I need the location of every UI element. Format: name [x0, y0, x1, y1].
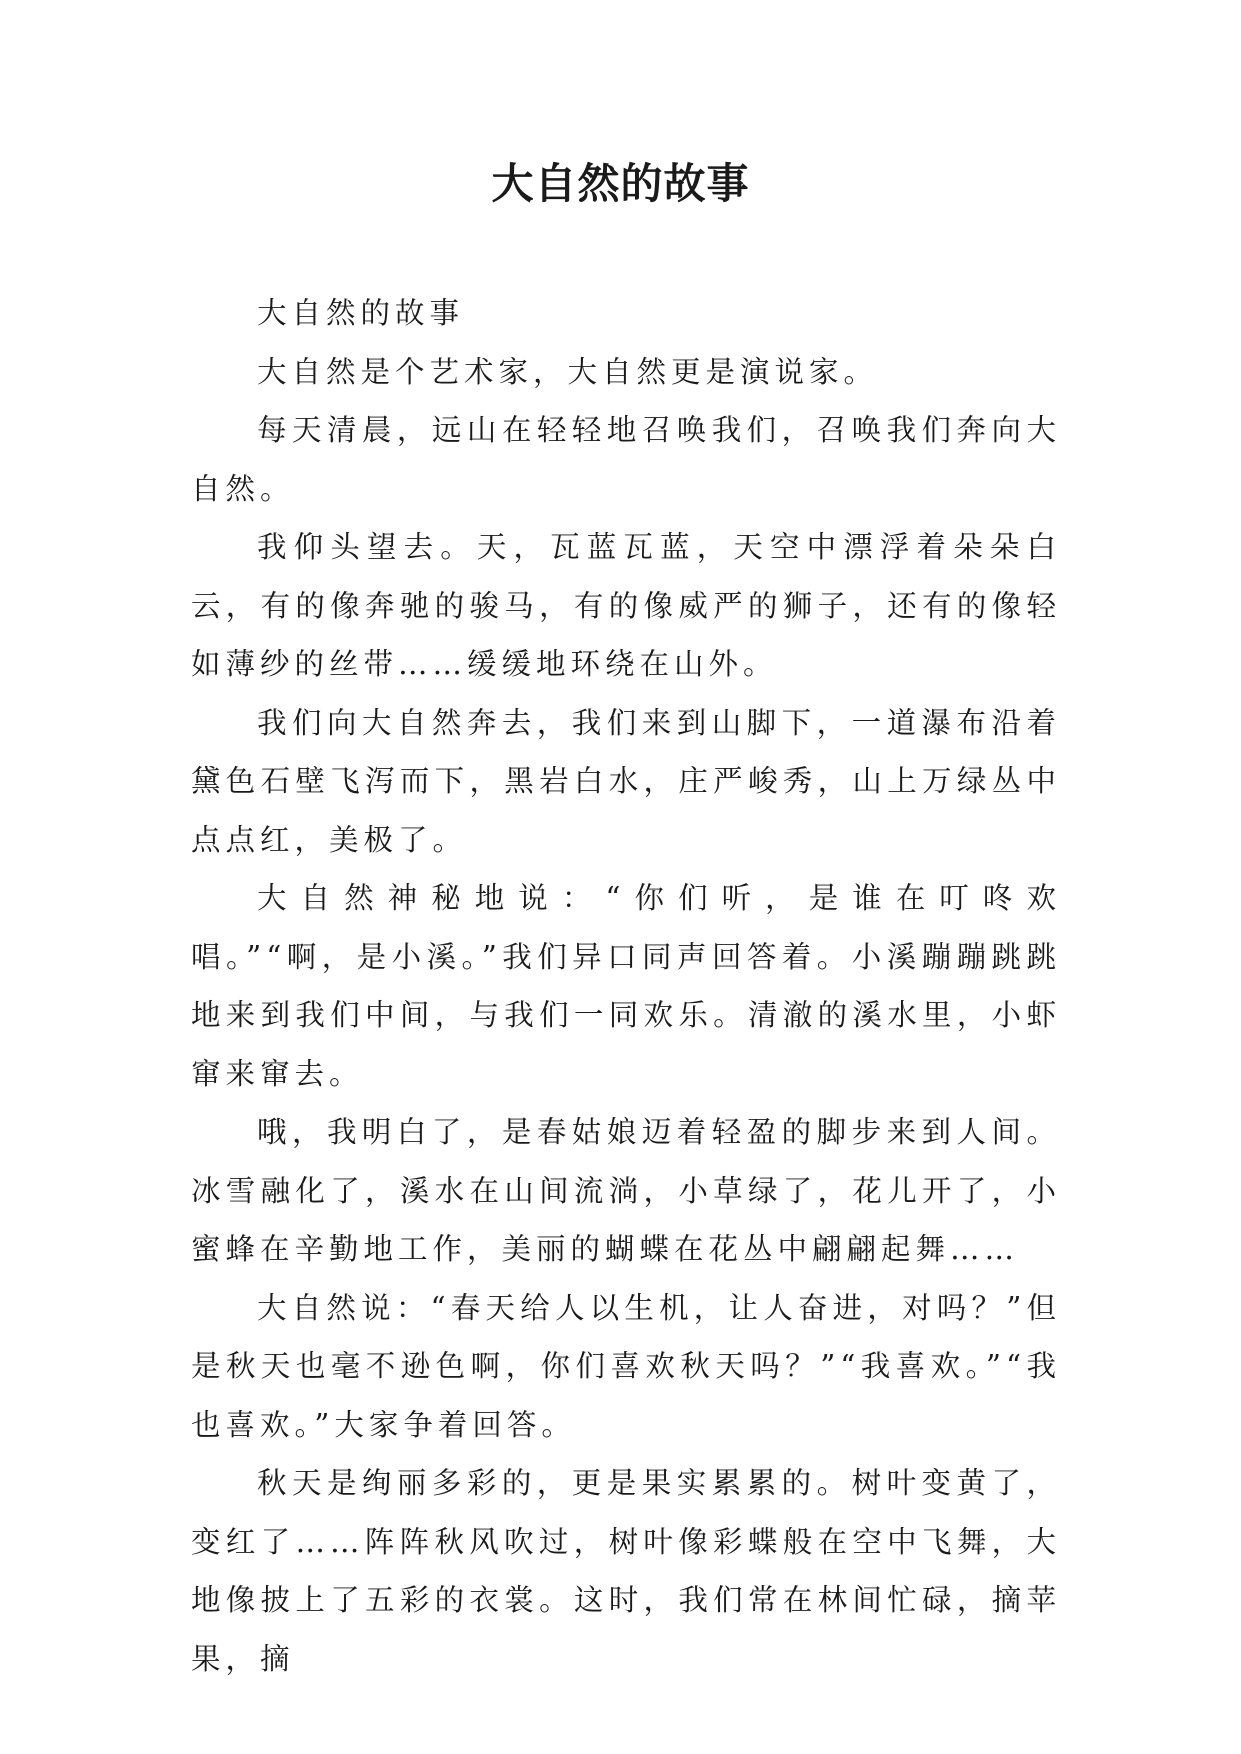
paragraph: 哦，我明白了，是春姑娘迈着轻盈的脚步来到人间。冰雪融化了，溪水在山间流淌，小草绿了，花儿开了，小蜜蜂在辛勤地工作，美丽的蝴蝶在花丛中翩翩起舞……	[191, 1115, 1061, 1266]
paragraph: 大自然神秘地说：“你们听，是谁在叮咚欢唱。”“啊，是小溪。”我们异口同声回答着。小溪蹦蹦跳跳地来到我们中间，与我们一同欢乐。清澈的溪水里，小虾窜来窜去。	[191, 881, 1061, 1091]
document-title: 大自然的故事	[491, 159, 750, 208]
paragraph: 每天清晨，远山在轻轻地召唤我们，召唤我们奔向大自然。	[191, 413, 1061, 506]
paragraph: 大自然是个艺术家，大自然更是演说家。	[257, 354, 879, 389]
paragraph: 秋天是绚丽多彩的，更是果实累累的。树叶变黄了，变红了……阵阵秋风吹过，树叶像彩蝶般在空中飞舞，大地像披上了五彩的衣裳。这时，我们常在林间忙碌，摘苹果，摘	[191, 1466, 1061, 1676]
paragraph: 我们向大自然奔去，我们来到山脚下，一道瀑布沿着黛色石壁飞泻而下，黑岩白水，庄严峻秀，山上万绿丛中点点红，美极了。	[191, 705, 1061, 857]
paragraph: 我仰头望去。天，瓦蓝瓦蓝，天空中漂浮着朵朵白云，有的像奔驰的骏马，有的像威严的狮子，还有的像轻如薄纱的丝带……缓缓地环绕在山外。	[191, 530, 1061, 681]
document-body	[191, 284, 1061, 1688]
paragraph: 大自然的故事	[257, 296, 465, 330]
paragraph: 大自然说：“春天给人以生机，让人奋进，对吗？”但是秋天也毫不逊色啊，你们喜欢秋天吗？”“我喜欢。”“我也喜欢。”大家争着回答。	[191, 1290, 1061, 1442]
